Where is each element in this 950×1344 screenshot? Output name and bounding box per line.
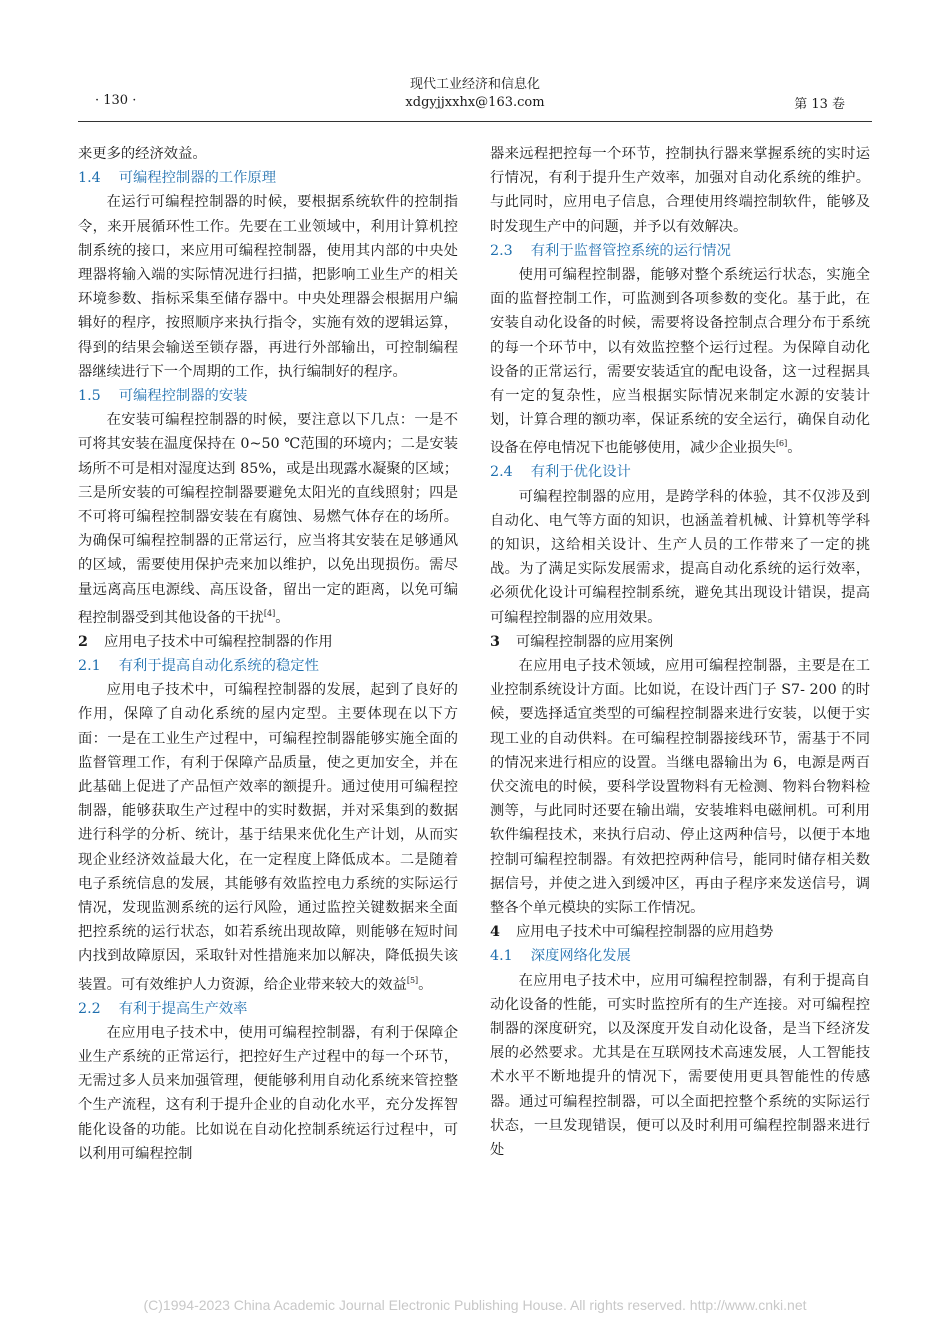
heading-text: 应用电子技术中可编程控制器的作用 — [103, 633, 333, 650]
right-column — [490, 142, 870, 1162]
paragraph-text: 使用可编程控制器，能够对整个系统运行状态，实施全面的监督控制工作，可监测到各项参数的变化。基于此，在安装自动化设备的时候，需要将设备控制点合理分布于系统的每一个环节中，以有效监控整个运行过程。为保障自动化设备的正常运行，需要安装适宜的配电设备，这一过程据具有一定的复杂性，应当根据实际情况来制定水源的安装计划，计算合理的额功率，保证系统的安全运行，确保自动化设备在停电情况下也能够使用，减少企业损失 — [490, 267, 870, 457]
paragraph-text: 在应用电子技术中，应用可编程控制器，有利于提高自动化设备的性能，可实时监控所有的生产连接。对可编程控制器的深度研究，以及深度开发自动化设备，是当下经济发展的必然要求。尤其是在互联网技术高速发展，人工智能技术水平不断地提升的情况下，需要使用更具智能性的传感器。通过可编程控制器，可以全面把控整个系统的实际运行状态，一旦发现错误，便可以及时利用可编程控制器来进行处 — [490, 972, 870, 1159]
body-paragraph — [490, 485, 870, 630]
heading-text: 有利于提高自动化系统的稳定性 — [118, 658, 319, 675]
subsection-heading — [78, 384, 458, 408]
paragraph-text: 在应用电子技术中，使用可编程控制器，有利于保障企业生产系统的正常运行，把控好生产过程中的每一个环节，无需过多人员来加强管理，便能够利用自动化系统来管控整个生产流程，这有利于提升企业的自动化水平，充分发挥智能化设备的功能。比如说在自动化控制系统运行过程中，可以利用可编程控制 — [78, 1024, 458, 1162]
citation-ref: [4] — [263, 608, 276, 618]
body-paragraph — [490, 969, 870, 1163]
subsection-heading — [490, 460, 870, 484]
paragraph-text: 在应用电子技术领域，应用可编程控制器，主要是在工业控制系统设计方面。比如说，在设计西门子 S7- 200 的时候，要选择适宜类型的可编程控制器来进行安装，以便于实现工业的自动供料。在可编程控制器接线环节，需基于不同的情况来进行相应的设置。当继电器输出为 6，电源是两百伏交流电的时候，要科学设置物料有无检测、物料台物料检测等，与此同时还要在输出端，安装堆料电磁闸机。可利用软件编程技术，来执行启动、停止这两种信号，以便于本地控制可编程控制器。有效把控两种信号，能同时储存相关数据信号，并使之进入到缓冲区，再由子程序来发送信号，调整各个单元模块的实际工作情况。 — [490, 658, 870, 917]
subsection-heading — [78, 654, 458, 678]
header-rule — [78, 121, 872, 122]
journal-email: xdgyjjxxhx@163.com — [405, 95, 545, 110]
section-heading — [78, 630, 458, 654]
heading-number: 2.2 — [78, 1000, 101, 1017]
heading-text: 可编程控制器的应用案例 — [515, 633, 674, 650]
paragraph-text: 在安装可编程控制器的时候，要注意以下几点：一是不可将其安装在温度保持在 0~50 ℃范围的环境内；二是安装场所不可是相对湿度达到 85%，或是出现露水凝聚的区域；三是所安装的可编程控制器要避免太阳光的直线照射；四是不可将可编程控制器安装在有腐蚀、易燃气体存在的场所。为确保可编程控制器的正常运行，应当将其安装在足够通风的区域，需要使用保护壳来加以维护，以免出现损伤。需尽量远离高压电源线、高压设备，留出一定的距离，以免可编程控制器受到其他设备的干扰 — [78, 412, 458, 626]
paragraph-text: 在运行可编程控制器的时候，要根据系统软件的控制指令，来开展循环性工作。先要在工业领域中，利用计算机控制系统的接口，来应用可编程控制器，使用其内部的中央处理器将输入端的实际情况进行扫描，把影响工业生产的相关环境参数、指标采集至储存器中。中央处理器会根据用户编辑好的程序，按照顺序来执行指令，实施有效的逻辑运算，得到的结果会输送至锁存器，再进行外部输出，可控制编程器继续进行下一个周期的工作，执行编制好的程序。 — [78, 194, 458, 380]
paragraph-text: 应用电子技术中，可编程控制器的发展，起到了良好的作用，保障了自动化系统的屋内定型。主要体现在以下方面：一是在工业生产过程中，可编程控制器能够实施全面的监督管理工作，有利于保障产品质量，使之更加安全，并在此基础上促进了产品恒产效率的额提升。通过使用可编程控制器，能够获取生产过程中的实时数据，并对采集到的数据进行科学的分析、统计，基于结果来优化生产计划，从而实现企业经济效益最大化，在一定程度上降低成本。二是随着电子系统信息的发展，其能够有效监控电力系统的实际运行情况，发现监测系统的运行风险，通过监控关键数据来全面把控系统的运行状态，如若系统出现故障，则能够在短时间内找到故障原因，采取针对性措施来加以解决，降低损失该装置。可有效维护人力资源，给企业带来较大的效益 — [78, 682, 458, 993]
journal-title: 现代工业经济和信息化 — [409, 77, 540, 92]
heading-number: 2.1 — [78, 658, 101, 675]
heading-text: 应用电子技术中可编程控制器的应用趋势 — [515, 924, 774, 941]
heading-text: 可编程控制器的安装 — [118, 388, 248, 405]
paragraph-tail: 。 — [275, 609, 290, 626]
body-paragraph — [78, 678, 458, 996]
body-paragraph — [78, 408, 458, 630]
section-heading — [490, 630, 870, 654]
paragraph-tail: 。 — [787, 440, 802, 457]
heading-number: 1.5 — [78, 388, 101, 405]
volume-label: 第 13 卷 — [794, 97, 845, 112]
section-heading — [490, 920, 870, 944]
page-number: · 130 · — [95, 93, 137, 108]
heading-number: 4.1 — [490, 948, 513, 965]
heading-number: 3 — [490, 633, 500, 650]
heading-text: 有利于优化设计 — [530, 464, 631, 481]
heading-text: 有利于监督管控系统的运行情况 — [530, 242, 731, 259]
body-paragraph — [78, 190, 458, 384]
heading-text: 可编程控制器的工作原理 — [118, 170, 277, 187]
left-column — [78, 142, 458, 1166]
body-paragraph — [490, 142, 870, 239]
body-paragraph — [78, 1021, 458, 1166]
body-paragraph — [490, 263, 870, 460]
subsection-heading — [78, 166, 458, 190]
heading-text: 深度网络化发展 — [530, 948, 631, 965]
body-paragraph — [78, 142, 458, 166]
paragraph-text: 来更多的经济效益。 — [78, 146, 207, 162]
subsection-heading — [78, 997, 458, 1021]
copyright-footer: (C)1994-2023 China Academic Journal Electronic Publishing House. All rights reserved. http://www.cnki.net — [143, 1297, 807, 1313]
subsection-heading — [490, 239, 870, 263]
paragraph-tail: 。 — [418, 976, 433, 993]
heading-number: 4 — [490, 924, 500, 941]
heading-number: 2 — [78, 633, 88, 650]
heading-number: 1.4 — [78, 170, 101, 187]
heading-number: 2.3 — [490, 242, 513, 259]
body-paragraph — [490, 654, 870, 920]
paragraph-text: 器来远程把控每一个环节，控制执行器来掌握系统的实时运行情况，有利于提升生产效率，加强对自动化系统的维护。与此同时，应用电子信息，合理使用终端控制软件，能够及时发现生产中的问题，并予以有效解决。 — [490, 146, 870, 235]
citation-ref: [5] — [406, 975, 419, 985]
citation-ref: [6] — [775, 439, 788, 449]
heading-number: 2.4 — [490, 464, 513, 481]
paragraph-text: 可编程控制器的应用，是跨学科的体验，其不仅涉及到自动化、电气等方面的知识，也涵盖着机械、计算机等学科的知识，这给相关设计、生产人员的工作带来了一定的挑战。为了满足实际发展需求，提高自动化系统的运行效率，必须优化设计可编程控制系统，避免其出现设计错误，提高可编程控制器的应用效果。 — [490, 488, 870, 626]
subsection-heading — [490, 944, 870, 968]
heading-text: 有利于提高生产效率 — [118, 1000, 248, 1017]
